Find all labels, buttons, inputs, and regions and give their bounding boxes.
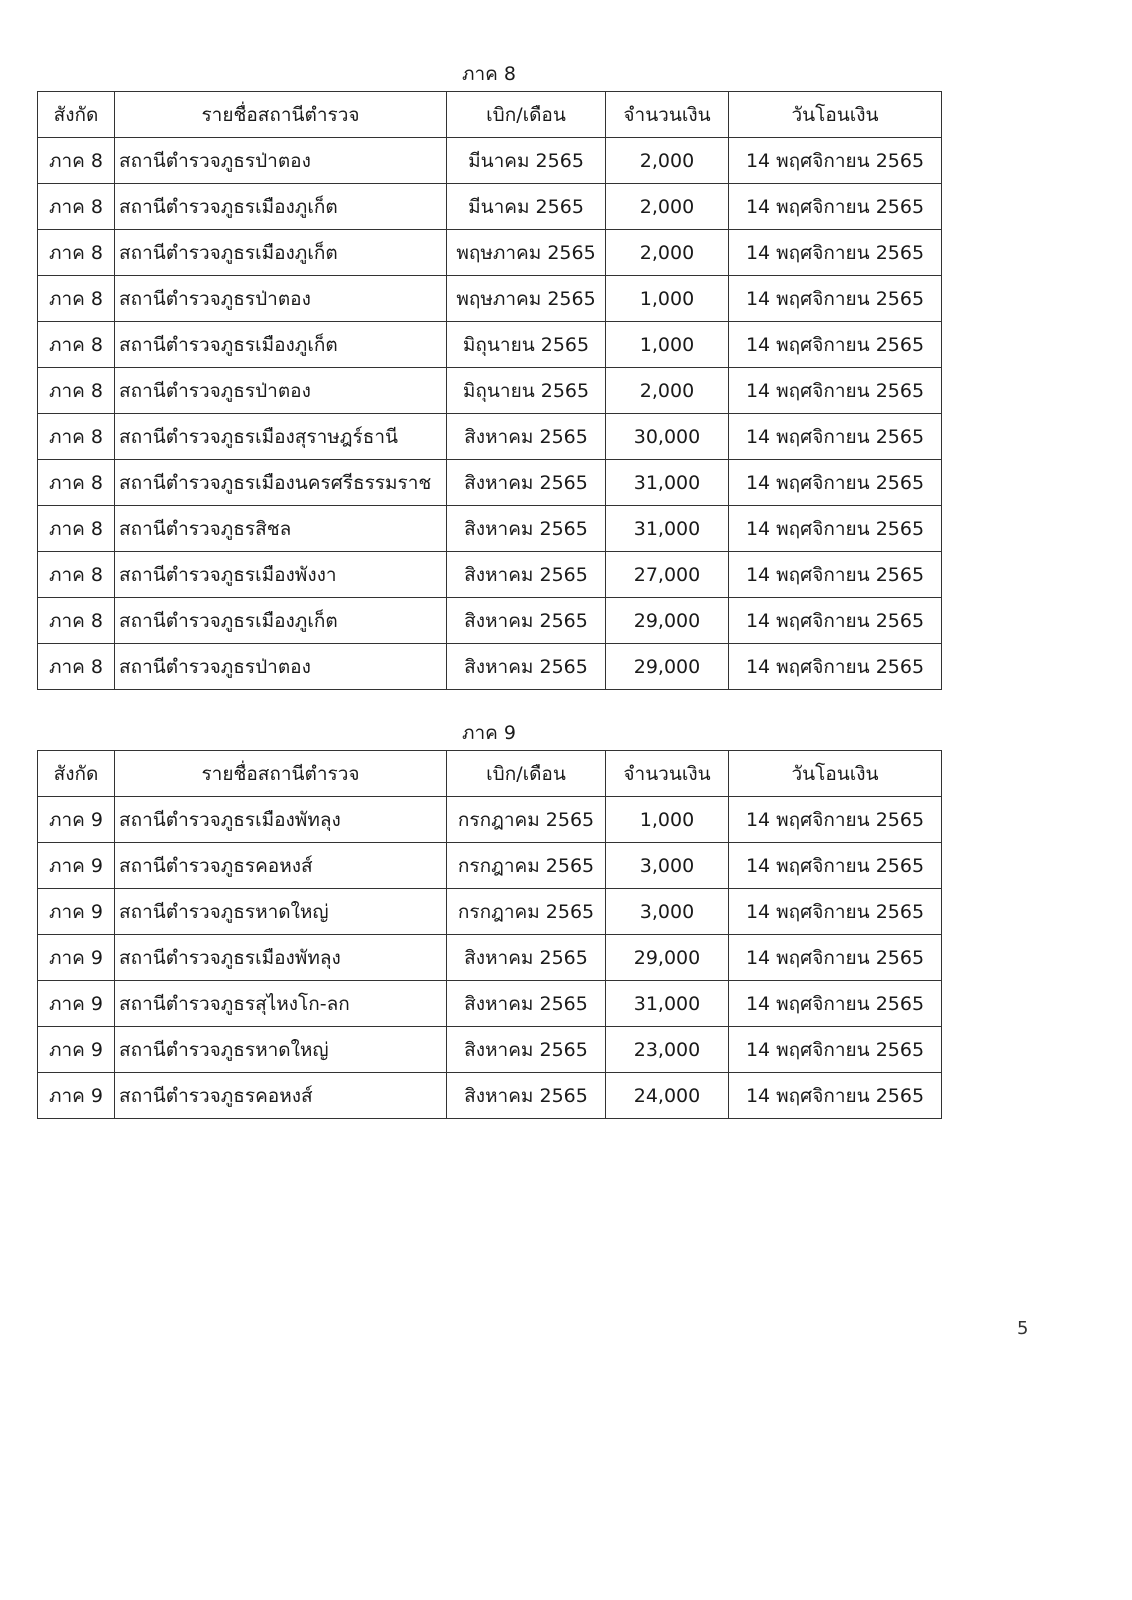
table-header-row [38,751,942,797]
table-row [38,797,942,843]
region9-table [37,750,942,1119]
cell-amount: 29,000 [606,598,729,644]
cell-station: สถานีตำรวจภูธรสุไหงโก-ลก [115,981,447,1027]
table-row [38,981,942,1027]
cell-month: สิงหาคม 2565 [447,981,606,1027]
table-row [38,276,942,322]
table-row [38,644,942,690]
cell-month: กรกฎาคม 2565 [447,889,606,935]
cell-transfer-date: 14 พฤศจิกายน 2565 [729,460,942,506]
cell-amount: 27,000 [606,552,729,598]
cell-unit: ภาค 8 [38,322,115,368]
cell-amount: 1,000 [606,276,729,322]
cell-month: สิงหาคม 2565 [447,552,606,598]
cell-transfer-date: 14 พฤศจิกายน 2565 [729,230,942,276]
cell-month: สิงหาคม 2565 [447,935,606,981]
cell-station: สถานีตำรวจภูธรป่าตอง [115,276,447,322]
header-station: รายชื่อสถานีตำรวจ [115,92,447,138]
header-month: เบิก/เดือน [447,751,606,797]
table-row [38,1073,942,1119]
table-row [38,230,942,276]
cell-month: สิงหาคม 2565 [447,414,606,460]
cell-station: สถานีตำรวจภูธรเมืองนครศรีธรรมราช [115,460,447,506]
cell-station: สถานีตำรวจภูธรหาดใหญ่ [115,1027,447,1073]
table-row [38,322,942,368]
cell-transfer-date: 14 พฤศจิกายน 2565 [729,138,942,184]
table-row [38,552,942,598]
table-row [38,414,942,460]
region8-title: ภาค 8 [461,63,517,85]
cell-transfer-date: 14 พฤศจิกายน 2565 [729,552,942,598]
table-row [38,889,942,935]
cell-month: มิถุนายน 2565 [447,368,606,414]
table-row [38,184,942,230]
cell-station: สถานีตำรวจภูธรคอหงส์ [115,843,447,889]
region9-title: ภาค 9 [461,722,517,744]
cell-unit: ภาค 8 [38,598,115,644]
cell-transfer-date: 14 พฤศจิกายน 2565 [729,1073,942,1119]
cell-amount: 29,000 [606,935,729,981]
cell-unit: ภาค 8 [38,414,115,460]
table-row [38,368,942,414]
table-row [38,1027,942,1073]
cell-transfer-date: 14 พฤศจิกายน 2565 [729,598,942,644]
cell-station: สถานีตำรวจภูธรเมืองสุราษฎร์ธานี [115,414,447,460]
cell-amount: 1,000 [606,797,729,843]
cell-transfer-date: 14 พฤศจิกายน 2565 [729,414,942,460]
header-amount: จำนวนเงิน [606,751,729,797]
cell-station: สถานีตำรวจภูธรเมืองพัทลุง [115,935,447,981]
header-month: เบิก/เดือน [447,92,606,138]
cell-amount: 31,000 [606,460,729,506]
cell-month: พฤษภาคม 2565 [447,230,606,276]
cell-unit: ภาค 8 [38,368,115,414]
cell-amount: 29,000 [606,644,729,690]
cell-unit: ภาค 9 [38,935,115,981]
cell-amount: 3,000 [606,889,729,935]
table-row [38,598,942,644]
table-row [38,935,942,981]
cell-amount: 31,000 [606,506,729,552]
cell-amount: 2,000 [606,138,729,184]
cell-amount: 2,000 [606,368,729,414]
cell-station: สถานีตำรวจภูธรเมืองภูเก็ต [115,598,447,644]
cell-station: สถานีตำรวจภูธรป่าตอง [115,368,447,414]
cell-unit: ภาค 8 [38,506,115,552]
cell-station: สถานีตำรวจภูธรป่าตอง [115,644,447,690]
cell-amount: 24,000 [606,1073,729,1119]
cell-station: สถานีตำรวจภูธรเมืองภูเก็ต [115,230,447,276]
cell-month: มิถุนายน 2565 [447,322,606,368]
cell-amount: 2,000 [606,230,729,276]
cell-unit: ภาค 9 [38,1073,115,1119]
cell-transfer-date: 14 พฤศจิกายน 2565 [729,935,942,981]
cell-amount: 3,000 [606,843,729,889]
cell-month: สิงหาคม 2565 [447,598,606,644]
cell-amount: 23,000 [606,1027,729,1073]
table-row [38,460,942,506]
table-row [38,506,942,552]
cell-unit: ภาค 8 [38,276,115,322]
cell-unit: ภาค 8 [38,552,115,598]
cell-month: มีนาคม 2565 [447,138,606,184]
cell-station: สถานีตำรวจภูธรป่าตอง [115,138,447,184]
cell-transfer-date: 14 พฤศจิกายน 2565 [729,644,942,690]
cell-transfer-date: 14 พฤศจิกายน 2565 [729,368,942,414]
cell-station: สถานีตำรวจภูธรสิชล [115,506,447,552]
cell-month: กรกฎาคม 2565 [447,797,606,843]
cell-unit: ภาค 9 [38,1027,115,1073]
cell-station: สถานีตำรวจภูธรเมืองพัทลุง [115,797,447,843]
cell-unit: ภาค 9 [38,889,115,935]
header-unit: สังกัด [38,751,115,797]
cell-unit: ภาค 9 [38,843,115,889]
header-transfer-date: วันโอนเงิน [729,92,942,138]
page-number: 5 [1017,1318,1029,1339]
table-header-row [38,92,942,138]
cell-transfer-date: 14 พฤศจิกายน 2565 [729,843,942,889]
cell-month: กรกฎาคม 2565 [447,843,606,889]
header-amount: จำนวนเงิน [606,92,729,138]
cell-month: มีนาคม 2565 [447,184,606,230]
cell-amount: 31,000 [606,981,729,1027]
cell-station: สถานีตำรวจภูธรเมืองภูเก็ต [115,184,447,230]
cell-transfer-date: 14 พฤศจิกายน 2565 [729,889,942,935]
table-row [38,138,942,184]
header-unit: สังกัด [38,92,115,138]
cell-unit: ภาค 9 [38,981,115,1027]
cell-transfer-date: 14 พฤศจิกายน 2565 [729,506,942,552]
cell-month: สิงหาคม 2565 [447,1073,606,1119]
cell-amount: 30,000 [606,414,729,460]
cell-unit: ภาค 8 [38,138,115,184]
cell-unit: ภาค 8 [38,460,115,506]
cell-station: สถานีตำรวจภูธรเมืองพังงา [115,552,447,598]
cell-month: พฤษภาคม 2565 [447,276,606,322]
cell-unit: ภาค 8 [38,184,115,230]
cell-transfer-date: 14 พฤศจิกายน 2565 [729,276,942,322]
cell-transfer-date: 14 พฤศจิกายน 2565 [729,322,942,368]
cell-unit: ภาค 9 [38,797,115,843]
cell-month: สิงหาคม 2565 [447,644,606,690]
header-station: รายชื่อสถานีตำรวจ [115,751,447,797]
region8-table [37,91,942,690]
cell-transfer-date: 14 พฤศจิกายน 2565 [729,184,942,230]
cell-station: สถานีตำรวจภูธรคอหงส์ [115,1073,447,1119]
cell-unit: ภาค 8 [38,230,115,276]
table-row [38,843,942,889]
cell-amount: 1,000 [606,322,729,368]
cell-transfer-date: 14 พฤศจิกายน 2565 [729,1027,942,1073]
cell-amount: 2,000 [606,184,729,230]
cell-month: สิงหาคม 2565 [447,1027,606,1073]
cell-unit: ภาค 8 [38,644,115,690]
cell-transfer-date: 14 พฤศจิกายน 2565 [729,981,942,1027]
header-transfer-date: วันโอนเงิน [729,751,942,797]
cell-month: สิงหาคม 2565 [447,460,606,506]
cell-station: สถานีตำรวจภูธรเมืองภูเก็ต [115,322,447,368]
cell-station: สถานีตำรวจภูธรหาดใหญ่ [115,889,447,935]
cell-month: สิงหาคม 2565 [447,506,606,552]
cell-transfer-date: 14 พฤศจิกายน 2565 [729,797,942,843]
